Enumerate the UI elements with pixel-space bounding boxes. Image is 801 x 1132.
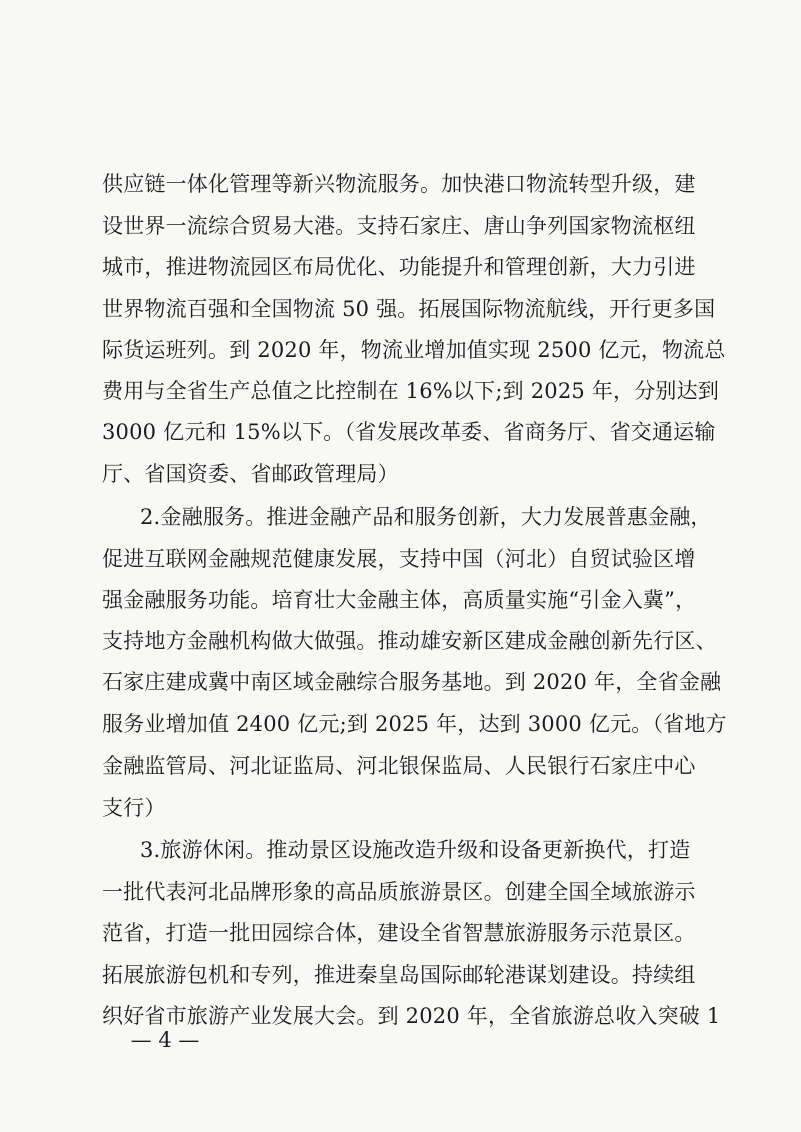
text-line: 支持地方金融机构做大做强。推动雄安新区建成金融创新先行区、 xyxy=(102,629,717,653)
page-number: — 4 — xyxy=(130,1028,200,1052)
text-line: 金融监管局、河北证监局、河北银保监局、人民银行石家庄中心 xyxy=(102,754,696,778)
text-line: 际货运班列。到 2020 年，物流业增加值实现 2500 亿元，物流总 xyxy=(102,338,726,362)
text-line: 范省，打造一批田园综合体，建设全省智慧旅游服务示范景区。 xyxy=(102,921,696,945)
text-line: 强金融服务功能。培育壮大金融主体，高质量实施“引金入冀”， xyxy=(102,588,697,612)
text-line: 设世界一流综合贸易大港。支持石家庄、唐山争列国家物流枢纽 xyxy=(102,214,696,238)
text-line: 支行） xyxy=(102,796,166,820)
text-line: 城市，推进物流园区布局优化、功能提升和管理创新，大力引进 xyxy=(102,255,696,279)
section-heading-line: 3.旅游休闲。推动景区设施改造升级和设备更新换代，打造 xyxy=(140,838,691,862)
text-line: 石家庄建成冀中南区域金融综合服务基地。到 2020 年，全省金融 xyxy=(102,670,722,694)
section-heading-line: 2.金融服务。推进金融产品和服务创新，大力发展普惠金融， xyxy=(140,505,712,529)
text-line: 拓展旅游包机和专列，推进秦皇岛国际邮轮港谋划建设。持续组 xyxy=(102,963,696,987)
text-line: 一批代表河北品牌形象的高品质旅游景区。创建全国全域旅游示 xyxy=(102,880,696,904)
text-line: 厅、省国资委、省邮政管理局） xyxy=(102,462,399,486)
text-line: 世界物流百强和全国物流 50 强。拓展国际物流航线，开行更多国 xyxy=(102,297,716,321)
text-line: 供应链一体化管理等新兴物流服务。加快港口物流转型升级，建 xyxy=(102,172,696,196)
text-line: 服务业增加值 2400 亿元;到 2025 年，达到 3000 亿元。（省地方 xyxy=(102,712,727,736)
text-line: 3000 亿元和 15%以下。（省发展改革委、省商务厅、省交通运输 xyxy=(102,420,716,444)
text-line: 织好省市旅游产业发展大会。到 2020 年，全省旅游总收入突破 1 xyxy=(102,1004,721,1028)
text-line: 费用与全省生产总值之比控制在 16%以下;到 2025 年，分别达到 xyxy=(102,379,720,403)
text-line: 促进互联网金融规范健康发展，支持中国（河北）自贸试验区增 xyxy=(102,547,696,571)
